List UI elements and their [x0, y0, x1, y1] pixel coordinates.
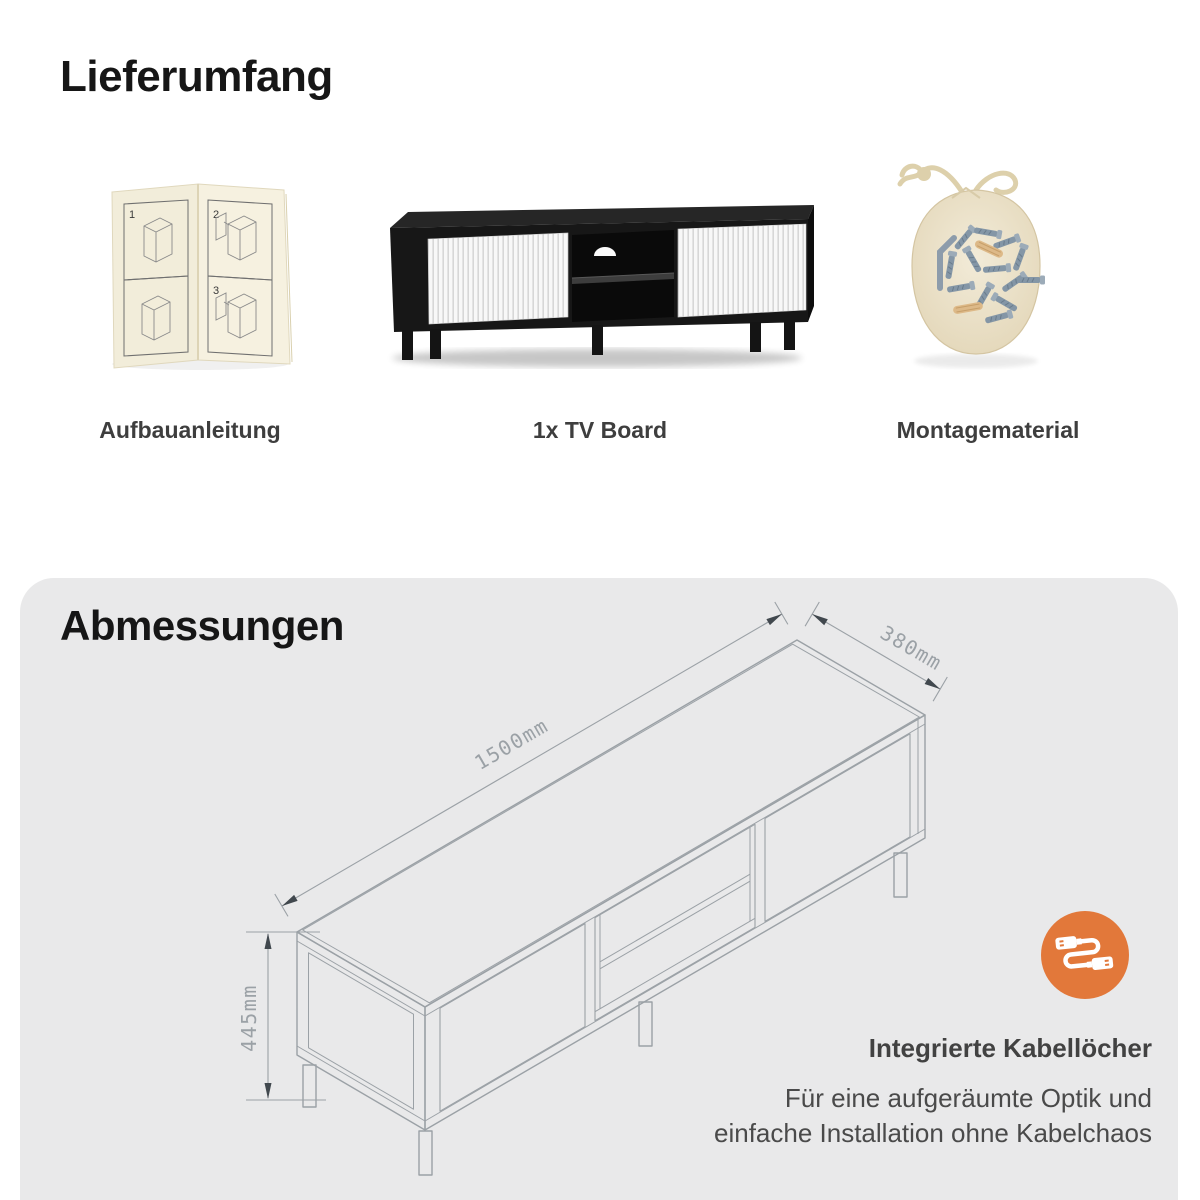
tv-board-left-door: [428, 233, 568, 324]
assembly-manual-illustration: [88, 178, 308, 373]
usb-cable-icon: [1041, 911, 1129, 999]
caption-hardware-bag: Montagematerial: [896, 417, 1080, 443]
dimensions-panel: [20, 578, 1178, 1200]
bag-drawstring: [900, 166, 1016, 192]
manual-step-3: 3: [213, 285, 220, 297]
manual-step-1: 1: [129, 209, 136, 221]
bag-knot: [917, 167, 931, 181]
tv-board-right-door: [678, 224, 806, 317]
dimensions-section-title: Abmessungen: [60, 602, 344, 649]
width-dimension-label: 1500mm: [470, 713, 553, 775]
hardware-bag-illustration: [888, 148, 1058, 376]
tv-board-photo: [372, 198, 817, 373]
feature-description-line1: Für eine aufgeräumte Optik und: [784, 1083, 1152, 1113]
delivery-section-title: Lieferumfang: [60, 52, 333, 101]
feature-description-line2: einfache Installation ohne Kabelchaos: [714, 1117, 1152, 1148]
height-dimension-label: 445mm: [237, 984, 261, 1052]
caption-tv-board: 1x TV Board: [532, 417, 668, 443]
manual-step-2: 2: [213, 209, 220, 221]
caption-assembly-manual: Aufbauanleitung: [99, 417, 281, 443]
feature-description: [714, 1081, 1152, 1151]
depth-dimension-label: 380mm: [876, 620, 947, 676]
feature-title: Integrierte Kabellöcher: [868, 1033, 1152, 1063]
bag-body: [912, 190, 1040, 354]
